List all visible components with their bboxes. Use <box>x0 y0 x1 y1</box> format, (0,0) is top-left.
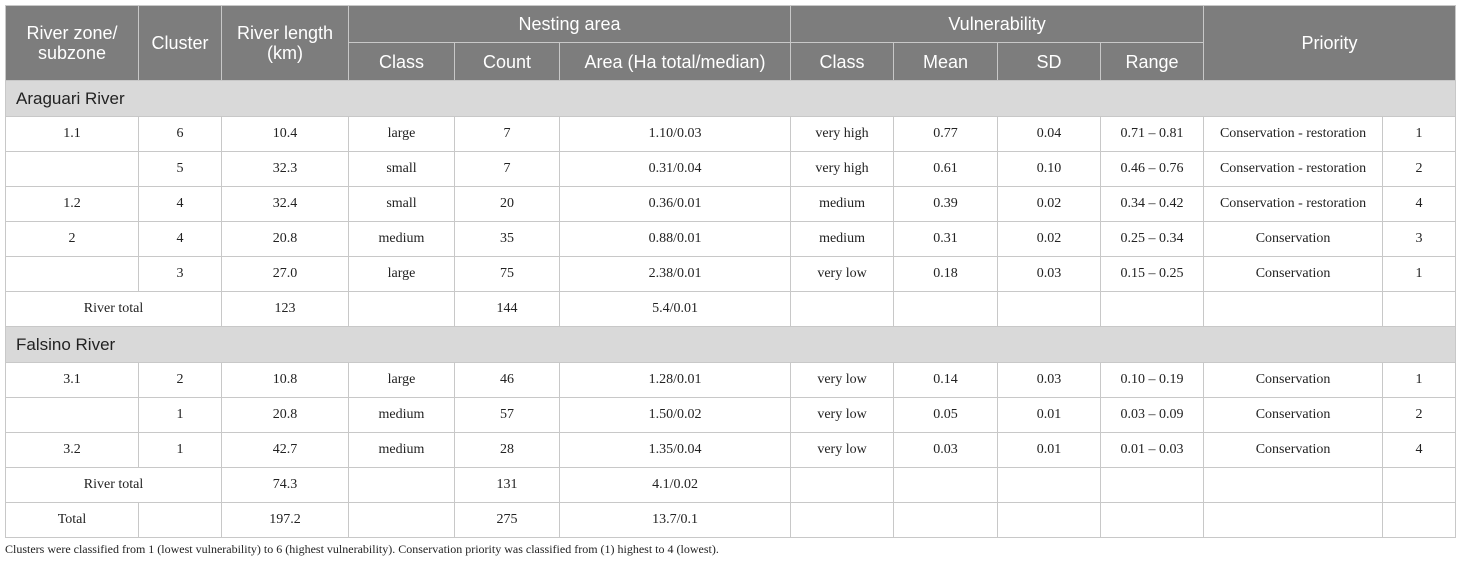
cell-nesting-count: 20 <box>455 187 560 222</box>
cell-vulnerability-mean: 0.61 <box>894 152 998 187</box>
empty-cell <box>349 468 455 503</box>
cell-nesting-class: medium <box>349 222 455 257</box>
cell-nesting-count: 35 <box>455 222 560 257</box>
empty-cell <box>1383 468 1456 503</box>
total-area: 5.4/0.01 <box>560 292 791 327</box>
cell-nesting-area: 1.10/0.03 <box>560 117 791 152</box>
grand-total-row <box>6 503 1456 538</box>
cell-cluster: 2 <box>139 363 222 398</box>
cell-cluster: 1 <box>139 398 222 433</box>
grand-total-count: 275 <box>455 503 560 538</box>
cell-cluster: 1 <box>139 433 222 468</box>
cell-priority-rank: 4 <box>1383 187 1456 222</box>
empty-cell <box>894 468 998 503</box>
data-table <box>5 5 1456 538</box>
cell-vulnerability-class: very low <box>791 257 894 292</box>
cell-nesting-area: 2.38/0.01 <box>560 257 791 292</box>
footnote: Clusters were classified from 1 (lowest vulnerability) to 6 (highest vulnerability). Conservation priority was classified from (1) highest to 4 (lowest). <box>5 542 719 556</box>
cell-river-length: 20.8 <box>222 222 349 257</box>
total-count: 144 <box>455 292 560 327</box>
cell-priority-rank: 1 <box>1383 363 1456 398</box>
cell-nesting-class: large <box>349 117 455 152</box>
header-vulnerability-class: Class <box>791 43 894 81</box>
empty-cell <box>1101 292 1204 327</box>
table-row <box>6 117 1456 152</box>
cell-nesting-area: 1.28/0.01 <box>560 363 791 398</box>
total-length: 123 <box>222 292 349 327</box>
cell-cluster: 3 <box>139 257 222 292</box>
cell-nesting-count: 46 <box>455 363 560 398</box>
table-row <box>6 222 1456 257</box>
cell-vulnerability-range: 0.10 – 0.19 <box>1101 363 1204 398</box>
table-row <box>6 187 1456 222</box>
empty-cell <box>998 503 1101 538</box>
cell-vulnerability-mean: 0.05 <box>894 398 998 433</box>
cell-vulnerability-mean: 0.31 <box>894 222 998 257</box>
cell-vulnerability-range: 0.15 – 0.25 <box>1101 257 1204 292</box>
cell-priority-rank: 4 <box>1383 433 1456 468</box>
cell-zone <box>6 398 139 433</box>
empty-cell <box>998 468 1101 503</box>
empty-cell <box>1101 503 1204 538</box>
empty-cell <box>998 292 1101 327</box>
total-count: 131 <box>455 468 560 503</box>
grand-total-area: 13.7/0.1 <box>560 503 791 538</box>
cell-vulnerability-class: very low <box>791 398 894 433</box>
cell-priority-rank: 3 <box>1383 222 1456 257</box>
cell-vulnerability-mean: 0.77 <box>894 117 998 152</box>
cell-vulnerability-mean: 0.14 <box>894 363 998 398</box>
cell-priority-type: Conservation - restoration <box>1204 117 1383 152</box>
cell-river-length: 27.0 <box>222 257 349 292</box>
empty-cell <box>139 503 222 538</box>
cell-cluster: 4 <box>139 187 222 222</box>
header-vulnerability-range: Range <box>1101 43 1204 81</box>
empty-cell <box>1383 292 1456 327</box>
cell-river-length: 42.7 <box>222 433 349 468</box>
cell-vulnerability-sd: 0.03 <box>998 363 1101 398</box>
cell-vulnerability-range: 0.25 – 0.34 <box>1101 222 1204 257</box>
table-row <box>6 363 1456 398</box>
total-area: 4.1/0.02 <box>560 468 791 503</box>
empty-cell <box>349 292 455 327</box>
cell-vulnerability-sd: 0.01 <box>998 433 1101 468</box>
cell-vulnerability-range: 0.34 – 0.42 <box>1101 187 1204 222</box>
cell-vulnerability-range: 0.46 – 0.76 <box>1101 152 1204 187</box>
cell-zone <box>6 257 139 292</box>
cell-zone: 1.2 <box>6 187 139 222</box>
cell-priority-type: Conservation <box>1204 222 1383 257</box>
cell-priority-type: Conservation <box>1204 257 1383 292</box>
empty-cell <box>1101 468 1204 503</box>
cell-zone: 2 <box>6 222 139 257</box>
empty-cell <box>1204 468 1383 503</box>
cell-nesting-count: 7 <box>455 117 560 152</box>
grand-total-length: 197.2 <box>222 503 349 538</box>
cell-vulnerability-class: medium <box>791 187 894 222</box>
empty-cell <box>1204 503 1383 538</box>
header-river-length: River length (km) <box>222 6 349 81</box>
section-row <box>6 327 1456 363</box>
cell-vulnerability-mean: 0.03 <box>894 433 998 468</box>
cell-priority-type: Conservation - restoration <box>1204 152 1383 187</box>
cell-nesting-count: 7 <box>455 152 560 187</box>
empty-cell <box>791 468 894 503</box>
table-header <box>6 6 1456 81</box>
cell-vulnerability-sd: 0.03 <box>998 257 1101 292</box>
cell-vulnerability-range: 0.71 – 0.81 <box>1101 117 1204 152</box>
table-row <box>6 398 1456 433</box>
table-body <box>6 81 1456 538</box>
cell-vulnerability-sd: 0.01 <box>998 398 1101 433</box>
section-title: Araguari River <box>6 81 1456 117</box>
header-nesting-count: Count <box>455 43 560 81</box>
cell-nesting-area: 1.35/0.04 <box>560 433 791 468</box>
total-label: River total <box>6 468 222 503</box>
header-vulnerability-sd: SD <box>998 43 1101 81</box>
cell-nesting-class: medium <box>349 433 455 468</box>
header-nesting-class: Class <box>349 43 455 81</box>
cell-vulnerability-sd: 0.04 <box>998 117 1101 152</box>
header-nesting-area: Nesting area <box>349 6 791 43</box>
table-row <box>6 257 1456 292</box>
header-zone: River zone/ subzone <box>6 6 139 81</box>
cell-vulnerability-range: 0.03 – 0.09 <box>1101 398 1204 433</box>
river-total-row <box>6 468 1456 503</box>
cell-vulnerability-class: medium <box>791 222 894 257</box>
cell-nesting-count: 57 <box>455 398 560 433</box>
empty-cell <box>1204 292 1383 327</box>
cell-priority-rank: 1 <box>1383 257 1456 292</box>
table-row <box>6 433 1456 468</box>
cell-nesting-area: 0.88/0.01 <box>560 222 791 257</box>
cell-priority-type: Conservation <box>1204 363 1383 398</box>
cell-nesting-area: 1.50/0.02 <box>560 398 791 433</box>
total-length: 74.3 <box>222 468 349 503</box>
cell-river-length: 32.4 <box>222 187 349 222</box>
cell-priority-type: Conservation - restoration <box>1204 187 1383 222</box>
cell-nesting-class: medium <box>349 398 455 433</box>
cell-river-length: 10.8 <box>222 363 349 398</box>
cell-vulnerability-sd: 0.10 <box>998 152 1101 187</box>
table-container <box>5 5 1455 538</box>
cell-priority-rank: 2 <box>1383 152 1456 187</box>
cell-vulnerability-class: very low <box>791 363 894 398</box>
cell-vulnerability-mean: 0.18 <box>894 257 998 292</box>
cell-zone: 3.1 <box>6 363 139 398</box>
section-row <box>6 81 1456 117</box>
cell-zone <box>6 152 139 187</box>
cell-vulnerability-range: 0.01 – 0.03 <box>1101 433 1204 468</box>
cell-cluster: 6 <box>139 117 222 152</box>
cell-cluster: 5 <box>139 152 222 187</box>
cell-priority-rank: 2 <box>1383 398 1456 433</box>
header-nesting-area-ha: Area (Ha total/median) <box>560 43 791 81</box>
empty-cell <box>894 503 998 538</box>
grand-total-label: Total <box>6 503 139 538</box>
cell-vulnerability-sd: 0.02 <box>998 222 1101 257</box>
empty-cell <box>1383 503 1456 538</box>
cell-vulnerability-sd: 0.02 <box>998 187 1101 222</box>
cell-river-length: 20.8 <box>222 398 349 433</box>
cell-vulnerability-class: very high <box>791 152 894 187</box>
cell-vulnerability-class: very low <box>791 433 894 468</box>
header-priority: Priority <box>1204 6 1456 81</box>
cell-vulnerability-mean: 0.39 <box>894 187 998 222</box>
cell-zone: 1.1 <box>6 117 139 152</box>
cell-priority-rank: 1 <box>1383 117 1456 152</box>
cell-nesting-class: large <box>349 363 455 398</box>
empty-cell <box>349 503 455 538</box>
section-title: Falsino River <box>6 327 1456 363</box>
cell-priority-type: Conservation <box>1204 398 1383 433</box>
river-total-row <box>6 292 1456 327</box>
cell-nesting-class: small <box>349 152 455 187</box>
cell-nesting-area: 0.36/0.01 <box>560 187 791 222</box>
cell-vulnerability-class: very high <box>791 117 894 152</box>
empty-cell <box>894 292 998 327</box>
empty-cell <box>791 503 894 538</box>
cell-priority-type: Conservation <box>1204 433 1383 468</box>
total-label: River total <box>6 292 222 327</box>
cell-zone: 3.2 <box>6 433 139 468</box>
cell-nesting-count: 28 <box>455 433 560 468</box>
cell-nesting-area: 0.31/0.04 <box>560 152 791 187</box>
cell-river-length: 10.4 <box>222 117 349 152</box>
header-cluster: Cluster <box>139 6 222 81</box>
cell-nesting-class: small <box>349 187 455 222</box>
header-vulnerability: Vulnerability <box>791 6 1204 43</box>
cell-cluster: 4 <box>139 222 222 257</box>
empty-cell <box>791 292 894 327</box>
cell-nesting-class: large <box>349 257 455 292</box>
table-row <box>6 152 1456 187</box>
cell-nesting-count: 75 <box>455 257 560 292</box>
header-vulnerability-mean: Mean <box>894 43 998 81</box>
cell-river-length: 32.3 <box>222 152 349 187</box>
